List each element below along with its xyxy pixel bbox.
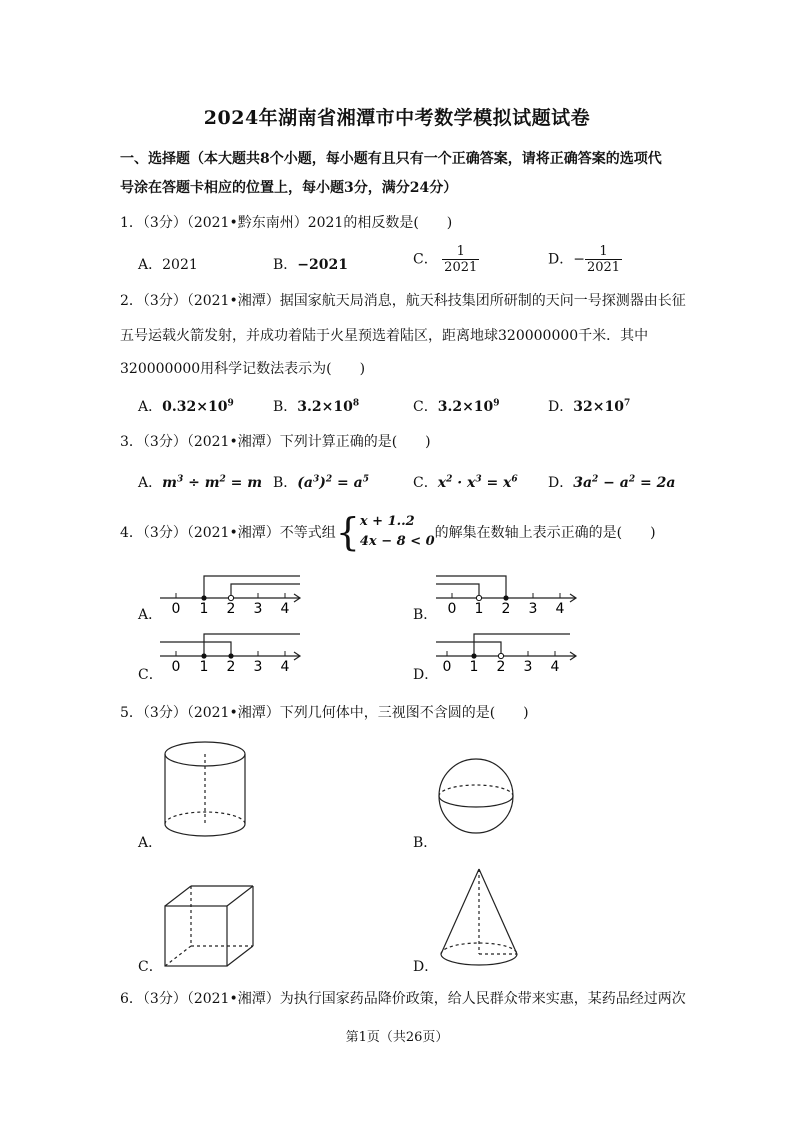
tick-label: 2 — [501, 601, 511, 617]
cone-figure — [441, 869, 517, 965]
q4-option-d-label: D． — [413, 667, 439, 683]
tick-label: 0 — [447, 601, 457, 617]
cylinder-figure — [165, 742, 245, 836]
q5-option-c-label: C． — [138, 959, 163, 975]
q1-option-b: B．−2021 — [273, 257, 348, 273]
q2-option-a: A．$0.32\times 10^9$ — [138, 398, 234, 415]
tick-label: 2 — [226, 659, 236, 675]
tick-label: 3 — [528, 601, 538, 617]
tick-label: 4 — [280, 659, 290, 675]
tick-label: 2 — [496, 659, 506, 675]
page-footer: 第1页（共26页） — [345, 1030, 449, 1045]
section-header-line1: 一、选择题（本大题共8个小题，每小题有且只有一个正确答案，请将正确答案的选项代 — [120, 151, 662, 167]
q3-stem: 3．（3分）（2021•湘潭）下列计算正确的是( ) — [120, 434, 431, 450]
q4-stem: 4．（3分）（2021•湘潭）不等式组{ x + 1..2 4x − 8 < 0 的解集在数轴上表示正确的是( ) — [120, 510, 656, 554]
q5-option-d-label: D． — [413, 959, 439, 975]
tick-label: 2 — [226, 601, 236, 617]
q1-stem: 1．（3分）（2021•黔东南州）2021的相反数是( ) — [120, 215, 453, 231]
tick-label: 0 — [171, 659, 181, 675]
number-line-d — [436, 634, 576, 675]
tick-label: 1 — [199, 659, 209, 675]
tick-label: 3 — [253, 659, 263, 675]
tick-label: 4 — [550, 659, 560, 675]
sphere-figure — [439, 759, 513, 833]
tick-label: 1 — [199, 601, 209, 617]
tick-label: 0 — [442, 659, 452, 675]
q2-stem-line1: 2．（3分）（2021•湘潭）据国家航天局消息，航天科技集团所研制的天问一号探测器由长征 — [120, 293, 686, 309]
q4-option-a-label: A． — [138, 607, 163, 623]
tick-label: 0 — [171, 601, 181, 617]
q2-option-c: C．$3.2\times 10^9$ — [413, 398, 500, 415]
q4-option-b-label: B． — [413, 607, 438, 623]
q5-stem: 5．（3分）（2021•湘潭）下列几何体中，三视图不含圆的是( ) — [120, 705, 529, 721]
number-line-b — [436, 576, 576, 617]
q5-option-b-label: B． — [413, 835, 438, 851]
q3-option-b: B．$(a^3)^2 = a^5$ — [273, 474, 369, 491]
tick-label: 4 — [280, 601, 290, 617]
q2-option-d: D．$32\times 10^7$ — [548, 398, 631, 415]
q1-option-d: D．− $\frac{1}{2021}$ — [548, 244, 621, 275]
q3-option-c: C．$x^2 \cdot x^3 = x^6$ — [413, 474, 518, 491]
cube-figure — [165, 886, 253, 966]
q2-stem-line2: 五号运载火箭发射，并成功着陆于火星预选着陆区，距离地球320000000千米．其中 — [120, 328, 649, 344]
number-line-c — [160, 634, 300, 675]
q6-stem-line1: 6．（3分）（2021•湘潭）为执行国家药品降价政策，给人民群众带来实惠，某药品经过两次 — [120, 991, 686, 1007]
number-line-a — [160, 576, 300, 617]
q4-option-c-label: C． — [138, 667, 163, 683]
tick-label: 4 — [555, 601, 565, 617]
tick-label: 3 — [253, 601, 263, 617]
tick-label: 1 — [474, 601, 484, 617]
section-header-line2: 号涂在答题卡相应的位置上，每小题3分，满分24分） — [120, 180, 458, 196]
tick-label: 1 — [469, 659, 479, 675]
q1-option-a: A．2021 — [138, 257, 198, 273]
q3-option-d: D．$3a^2 - a^2 = 2a$ — [548, 474, 676, 491]
page-title: 2024年湖南省湘潭市中考数学模拟试题试卷 — [203, 107, 591, 129]
q2-stem-line3: 320000000用科学记数法表示为( ) — [120, 361, 366, 377]
q2-option-b: B．$3.2\times 10^8$ — [273, 398, 360, 415]
tick-label: 3 — [523, 659, 533, 675]
q5-option-a-label: A． — [138, 835, 163, 851]
q3-option-a: A．$m^3 \div m^2 = m$ — [138, 474, 263, 491]
q1-option-c: C． $\frac{1}{2021}$ — [413, 244, 478, 275]
